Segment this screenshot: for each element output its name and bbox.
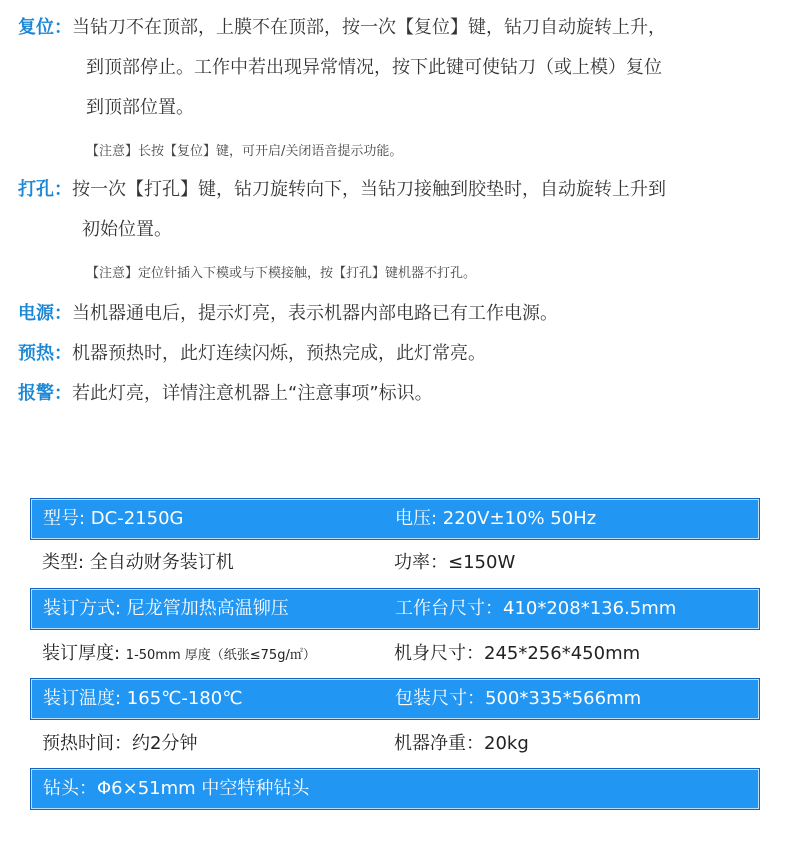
instruction-reset	[18, 8, 780, 48]
spec-value: 电压: 220V±10% 50Hz	[395, 508, 597, 529]
spec-row-drill-bit	[30, 768, 760, 810]
spec-value: 工作台尺寸：410*208*136.5mm	[395, 598, 677, 619]
spec-label: 类型: 全自动财务装订机	[42, 552, 234, 573]
instruction-key: 预热	[18, 343, 54, 364]
instruction-note: 【注意】长按【复位】键，可开启/关闭语音提示功能。	[86, 144, 403, 159]
spec-label: 装订方式: 尼龙管加热高温铆压	[43, 598, 289, 619]
instruction-line: 机器预热时，此灯连续闪烁，预热完成，此灯常亮。	[72, 343, 486, 364]
spec-label: 装订温度: 165℃-180℃	[43, 688, 243, 709]
spec-value: 包装尺寸：500*335*566mm	[395, 688, 642, 709]
instruction-key: 复位	[18, 17, 54, 38]
instruction-line: 当机器通电后，提示灯亮，表示机器内部电路已有工作电源。	[72, 303, 558, 324]
instruction-key: 打孔	[18, 179, 54, 200]
spec-label	[42, 634, 316, 676]
instruction-line: 到顶部停止。工作中若出现异常情况，按下此键可使钻刀（或上模）复位	[86, 57, 662, 78]
spec-label: 预热时间：约2分钟	[42, 733, 198, 754]
spec-label-detail: 1-50mm 厚度（纸张≤75g/㎡）	[125, 648, 316, 663]
instruction-punch	[18, 170, 780, 210]
separator: ：	[54, 383, 72, 404]
instruction-line: 若此灯亮，详情注意机器上“注意事项”标识。	[72, 383, 433, 404]
spec-value: 机身尺寸：245*256*450mm	[394, 643, 641, 664]
instruction-power	[18, 294, 780, 334]
separator: ：	[54, 17, 72, 38]
spec-label-main: 装订厚度:	[42, 643, 126, 664]
separator: ：	[54, 343, 72, 364]
instruction-key: 报警	[18, 383, 54, 404]
spec-row-type	[30, 543, 758, 583]
instruction-note: 【注意】定位针插入下模或与下模接触，按【打孔】键机器不打孔。	[86, 266, 477, 281]
spec-label: 型号: DC-2150G	[43, 508, 184, 529]
separator: ：	[54, 303, 72, 324]
instruction-line: 到顶部位置。	[86, 97, 194, 118]
spec-row-model	[30, 498, 760, 540]
separator: ：	[54, 179, 72, 200]
instruction-line: 初始位置。	[82, 219, 172, 240]
spec-row-binding-method	[30, 588, 760, 630]
instruction-preheat	[18, 334, 780, 374]
instruction-line: 当钻刀不在顶部，上膜不在顶部，按一次【复位】键，钻刀自动旋转上升，	[72, 17, 666, 38]
spec-value: 功率：≤150W	[394, 552, 516, 573]
spec-row-binding-thickness	[30, 634, 758, 674]
spec-row-temperature	[30, 678, 760, 720]
spec-row-preheat-time	[30, 724, 758, 764]
spec-value: 机器净重：20kg	[394, 733, 529, 754]
spec-label: 钻头：Φ6×51mm 中空特种钻头	[43, 778, 310, 799]
instruction-alarm	[18, 374, 780, 414]
instruction-key: 电源	[18, 303, 54, 324]
instruction-line: 按一次【打孔】键，钻刀旋转向下，当钻刀接触到胶垫时，自动旋转上升到	[72, 179, 666, 200]
